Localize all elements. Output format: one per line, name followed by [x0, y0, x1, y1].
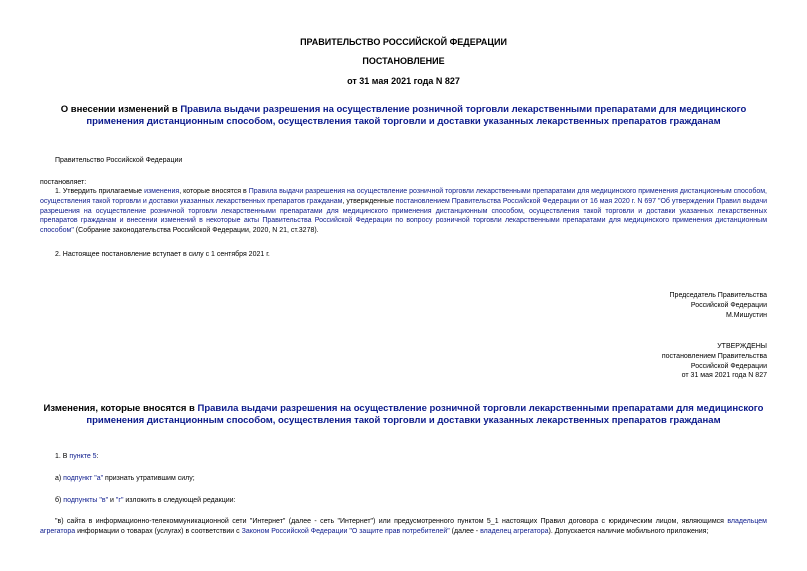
org-heading: ПРАВИТЕЛЬСТВО РОССИЙСКОЙ ФЕДЕРАЦИИ	[300, 37, 507, 47]
item-v-text-2: информации о товарах (услугах) в соответствии с	[75, 527, 242, 535]
consumer-protection-law-link[interactable]: Законом Российской Федерации "О защите прав потребителей"	[241, 527, 450, 535]
p1-text-3: , утвержденные	[342, 197, 396, 205]
paragraph-2: 2. Настоящее постановление вступает в силу с 1 сентября 2021 г.	[55, 251, 270, 258]
point-5-link[interactable]: пункте 5	[69, 453, 97, 460]
issuer-text: Правительство Российской Федерации	[55, 157, 183, 164]
signature-title: Председатель Правительства	[669, 292, 767, 299]
changes-title-rules-link[interactable]: Правила выдачи разрешения на осуществление розничной торговли лекарственными препаратами для медицинского применения дистанционным способом, осуществления такой торговли и доставки указанных лекарственных препаратов гражданам	[86, 403, 764, 426]
item-v-text-1: "в) сайта в информационно-телекоммуникационной сети "Интернет" (далее - сеть "Интернет") или предусмотренного пунктом 5_1 настоящих Правил договора с юридическим лицом, являющимся	[55, 518, 728, 525]
resolution-697-link[interactable]: постановлением Правительства Российской Федерации от 16 мая 2020 г. N 697 "Об утверждении Правил выдачи разрешения на осуществление розничной торговли лекарственными препаратами для медицинского применения дистанционным способом, осуществления такой торговли и доставки указанных лекарственных препаратов гражданам и внесении изменений в некоторые акты Правительства Российской Федерации по вопросу розничной торговли лекарственными препаратами для медицинского применения дистанционным способом"	[40, 197, 767, 235]
approved-label: УТВЕРЖДЕНЫ	[717, 343, 767, 350]
signature-block	[670, 291, 767, 320]
item-v-text-3: (далее -	[449, 527, 481, 535]
item-b-text-3: изложить в следующей редакции:	[123, 497, 236, 504]
approved-by: постановлением Правительства	[661, 352, 767, 360]
decides-text: постановляет:	[40, 179, 87, 186]
changes-title-prefix: Изменения, которые вносятся в	[43, 403, 198, 414]
rules-link[interactable]: Правила выдачи разрешения на осуществление розничной торговли лекарственными препаратами для медицинского применения дистанционным способом, осуществления такой торговли и доставки указанных лекарственных препаратов гражданам	[40, 188, 767, 205]
approved-block	[662, 342, 767, 381]
aggregator-owner-link-2[interactable]: владелец агрегатора	[480, 527, 549, 535]
title-rules-link[interactable]: Правила выдачи разрешения на осуществление розничной торговли лекарственными препаратами для медицинского применения дистанционным способом, осуществления такой торговли и доставки указанных лекарственных препаратов гражданам	[86, 104, 747, 127]
item-v-text-4: ). Допускается наличие мобильного приложения;	[548, 527, 709, 535]
approved-country: Российской Федерации	[690, 362, 767, 370]
p1-text-2: , которые вносятся в	[179, 188, 249, 195]
signature-country: Российской Федерации	[690, 301, 767, 309]
date-number: от 31 мая 2021 года N 827	[347, 76, 460, 86]
item-b-text-1: б)	[55, 497, 64, 504]
aggregator-owner-link[interactable]: владельцем агрегатора	[40, 518, 767, 535]
item-a-text-2: признать утратившим силу;	[103, 475, 195, 482]
item-b-text-2: и	[108, 497, 116, 504]
changes-link[interactable]: изменения	[144, 188, 180, 195]
p1-text-4: (Собрание законодательства Российской Федерации, 2020, N 21, ст.3278).	[73, 227, 319, 235]
doc-type-heading: ПОСТАНОВЛЕНИЕ	[362, 56, 445, 66]
p1-text-1: 1. Утвердить прилагаемые	[55, 188, 145, 195]
signature-name: М.Мишустин	[725, 311, 767, 319]
subpoint-g-link[interactable]: "г"	[115, 497, 124, 504]
item-a-text-1: а)	[55, 475, 64, 482]
document-title	[40, 104, 767, 128]
change-item-b	[55, 496, 236, 506]
change-item-v	[40, 517, 767, 537]
change-item-1	[55, 452, 99, 462]
item1-text-1: 1. В	[55, 453, 70, 460]
subpoint-a-link[interactable]: подпункт "а"	[63, 475, 104, 482]
changes-title	[40, 403, 767, 427]
paragraph-1	[40, 187, 767, 236]
approved-date: от 31 мая 2021 года N 827	[681, 372, 767, 380]
title-prefix: О внесении изменений в	[60, 104, 181, 115]
item1-text-2: :	[96, 453, 99, 460]
subpoint-v-link[interactable]: подпункты "в"	[63, 497, 109, 504]
change-item-a	[55, 474, 195, 484]
